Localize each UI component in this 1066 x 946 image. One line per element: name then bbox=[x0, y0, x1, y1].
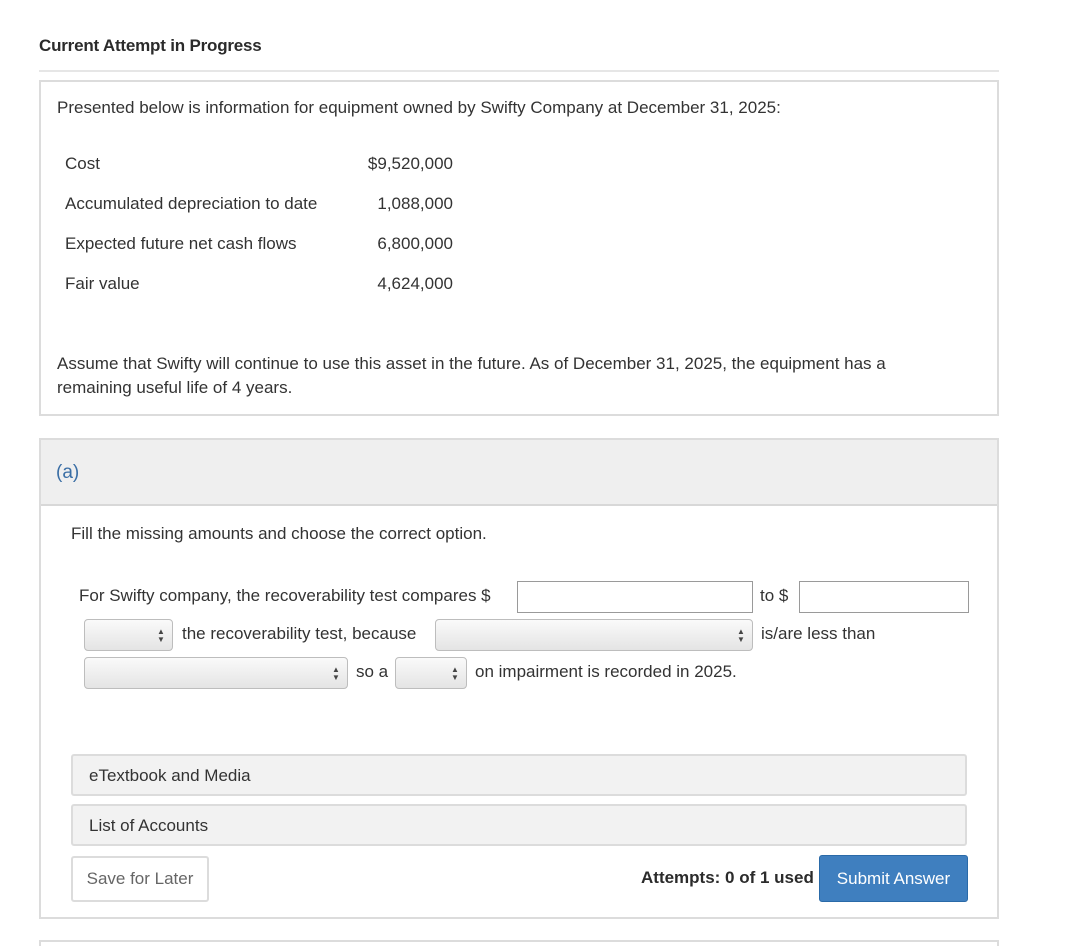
attempt-header bbox=[39, 0, 999, 72]
sentence-part-2: to $ bbox=[760, 586, 789, 605]
compare-to-select[interactable] bbox=[84, 657, 348, 689]
assumption-text: Assume that Swifty will continue to use this asset in the future. As of December 31, 2025, the equipment has a remaining useful life of 4 years. bbox=[57, 354, 886, 397]
problem-intro: Presented below is information for equipment owned by Swifty Company at December 31, 2025: bbox=[57, 98, 781, 117]
page-title: Current Attempt in Progress bbox=[39, 36, 262, 55]
fact-label-cost: Cost bbox=[65, 154, 100, 173]
etextbook-media-link[interactable] bbox=[71, 754, 967, 796]
part-instructions: Fill the missing amounts and choose the correct option. bbox=[71, 524, 487, 543]
fact-label-accumulated-depreciation: Accumulated depreciation to date bbox=[65, 194, 318, 213]
select-arrows-icon: ▲ ▼ bbox=[451, 665, 459, 682]
submit-answer-button[interactable]: Submit Answer bbox=[819, 855, 968, 902]
gain-loss-select[interactable] bbox=[395, 657, 467, 689]
list-of-accounts-link[interactable] bbox=[71, 804, 967, 846]
next-panel-edge bbox=[39, 940, 999, 946]
part-label: (a) bbox=[56, 462, 80, 483]
fact-value-cost: $9,520,000 bbox=[367, 154, 453, 173]
header-divider bbox=[39, 70, 999, 72]
attempts-counter: Attempts: 0 of 1 used bbox=[641, 868, 814, 887]
etextbook-label: eTextbook and Media bbox=[89, 766, 251, 785]
save-for-later-button[interactable]: Save for Later bbox=[71, 856, 209, 902]
sentence-part-4: is/are less than bbox=[761, 624, 876, 643]
sentence-part-6: on impairment is recorded in 2025. bbox=[475, 662, 737, 681]
sentence-part-5: so a bbox=[356, 662, 389, 681]
fact-value-fair-value: 4,624,000 bbox=[377, 274, 453, 293]
amount-input-2[interactable] bbox=[799, 581, 969, 613]
select-arrows-icon: ▲ ▼ bbox=[157, 627, 165, 644]
problem-info-panel bbox=[39, 80, 999, 416]
part-a-header bbox=[41, 440, 997, 506]
sentence-part-3: the recoverability test, because bbox=[182, 624, 417, 643]
part-a-panel bbox=[39, 438, 999, 919]
fact-value-future-cash-flows: 6,800,000 bbox=[377, 234, 453, 253]
page-column bbox=[39, 0, 999, 946]
amount-input-1[interactable] bbox=[517, 581, 753, 613]
sentence-part-1: For Swifty company, the recoverability test compares $ bbox=[79, 586, 491, 605]
fact-label-future-cash-flows: Expected future net cash flows bbox=[65, 234, 297, 253]
select-arrows-icon: ▲ ▼ bbox=[332, 665, 340, 682]
select-arrows-icon: ▲ ▼ bbox=[737, 627, 745, 644]
pass-fail-select[interactable] bbox=[84, 619, 173, 651]
list-of-accounts-label: List of Accounts bbox=[89, 816, 209, 835]
fact-value-accumulated-depreciation: 1,088,000 bbox=[377, 194, 453, 213]
because-select[interactable] bbox=[435, 619, 753, 651]
fact-label-fair-value: Fair value bbox=[65, 274, 140, 293]
